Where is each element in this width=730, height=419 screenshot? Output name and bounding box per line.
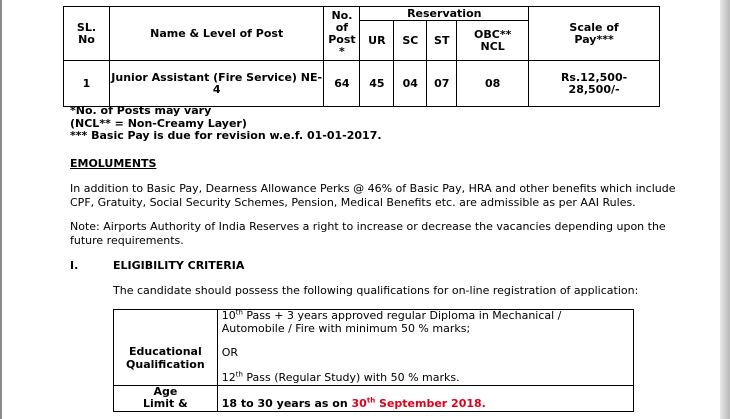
cell-post-name: Junior Assistant (Fire Service) NE-4 <box>109 61 324 107</box>
cell-obc: 08 <box>457 61 529 107</box>
eligibility-heading: ELIGIBILITY CRITERIA <box>113 259 245 272</box>
note-ncl: (NCL** = Non-Creamy Layer) <box>70 116 247 130</box>
header-no-of-post: No. of Post * <box>324 7 360 61</box>
header-scale-of-pay: Scale of Pay*** <box>529 7 660 61</box>
cell-no-of-posts: 64 <box>324 61 360 107</box>
header-st: ST <box>427 21 457 61</box>
header-name-level: Name & Level of Post <box>109 7 324 61</box>
table-notes <box>70 105 382 143</box>
qualification-table <box>113 309 634 412</box>
cell-scale-of-pay: Rs.12,500- 28,500/- <box>529 61 660 107</box>
educational-qualification-label: Educational Qualification <box>114 310 218 386</box>
note-basic-pay: *** Basic Pay is due for revision w.e.f. 01-01-2017. <box>70 129 382 142</box>
header-sl-no: SL. No <box>64 7 110 61</box>
note-paragraph: Note: Airports Authority of India Reserves a right to increase or decrease the vacancies depending upon the future requirements. <box>70 220 666 247</box>
emoluments-paragraph: In addition to Basic Pay, Dearness Allowance Perks @ 46% of Basic Pay, HRA and other benefits which include CPF, Gratuity, Social Security Schemes, Pension, Medical Benefits etc. are admissible as per AAI Rules. <box>70 182 676 209</box>
header-obc-ncl: OBC** NCL <box>457 21 529 61</box>
cell-st: 07 <box>427 61 457 107</box>
cell-sc: 04 <box>394 61 427 107</box>
age-row <box>114 386 634 412</box>
cell-ur: 45 <box>360 61 394 107</box>
note-posts-vary: *No. of Posts may vary <box>70 104 212 117</box>
page-edge-left <box>0 0 2 419</box>
header-reservation: Reservation <box>360 7 529 21</box>
header-sc: SC <box>394 21 427 61</box>
emoluments-heading: EMOLUMENTS <box>70 157 157 170</box>
education-row <box>114 310 634 386</box>
page-scroll-edge[interactable] <box>720 0 730 419</box>
post-table <box>63 6 660 107</box>
header-ur: UR <box>360 21 394 61</box>
table-row <box>64 61 660 107</box>
age-limit-text: 18 to 30 years as on 30th September 2018. <box>217 386 633 412</box>
cell-sl: 1 <box>64 61 110 107</box>
section-number: I. <box>70 259 79 272</box>
age-limit-label: Age Limit & <box>114 386 218 412</box>
educational-qualification-text: 10th Pass + 3 years approved regular Diploma in Mechanical / Automobile / Fire with minimum 50 % marks; OR 12th Pass (Regular Study) with 50 % marks. <box>217 310 633 386</box>
eligibility-intro: The candidate should possess the following qualifications for on-line registration of application: <box>113 284 639 297</box>
